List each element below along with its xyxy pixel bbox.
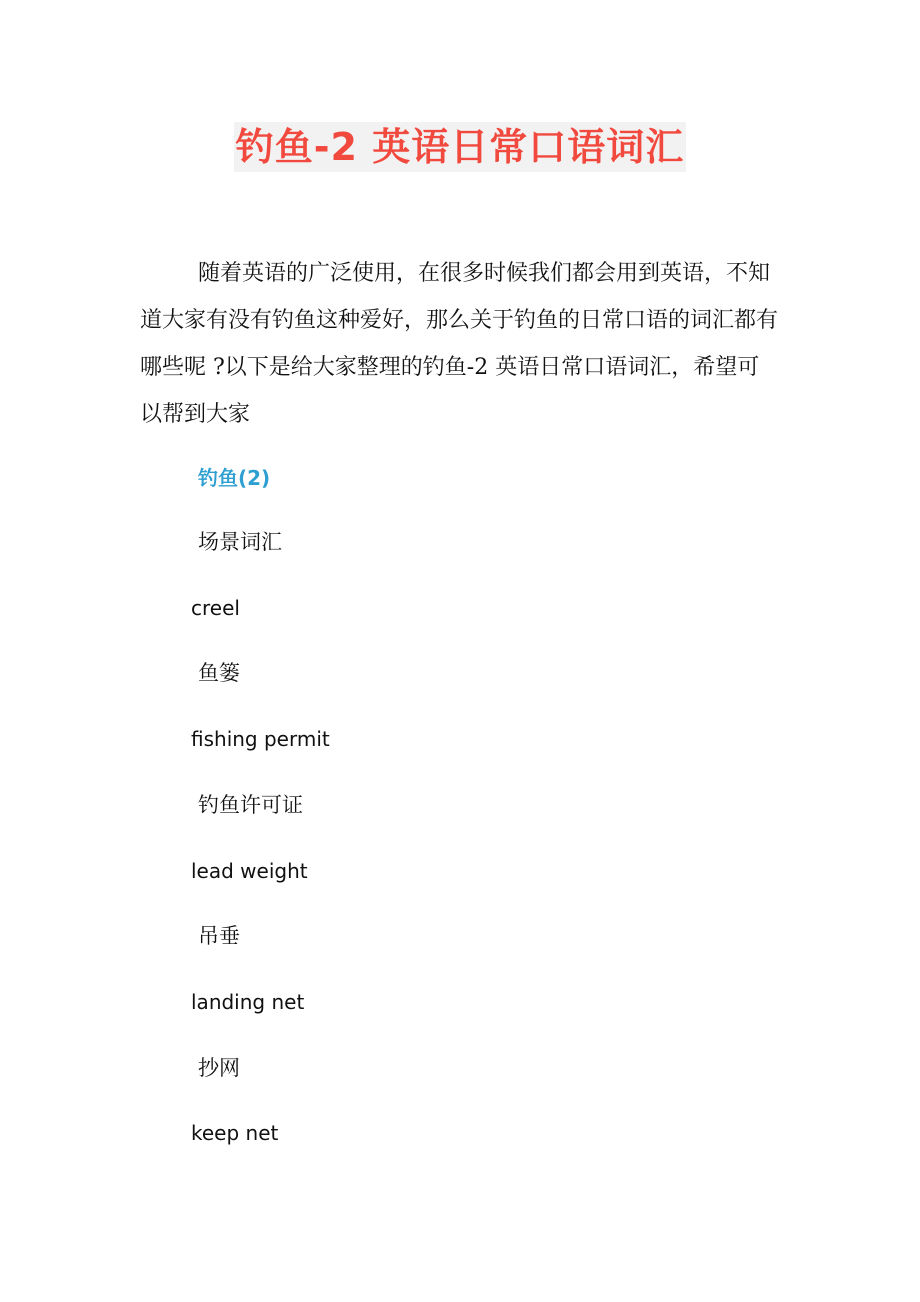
list-item-term-chinese: 鱼篓 [198,661,240,685]
list-item-term-chinese: 吊垂 [198,924,240,948]
document-title: 钓鱼-2 英语日常口语词汇 [234,122,686,172]
list-item-term-english: lead weight [191,859,308,883]
list-item-term-chinese: 抄网 [198,1056,240,1080]
list-item-term-english: creel [191,596,240,620]
section-heading: 钓鱼(2) [198,466,271,490]
list-item-scene-vocabulary: 场景词汇 [198,530,282,554]
list-item-term-chinese: 钓鱼许可证 [198,793,303,817]
list-item-term-english: fishing permit [191,727,330,751]
list-item-term-english: landing net [191,990,305,1014]
intro-paragraph: 随着英语的广泛使用，在很多时候我们都会用到英语，不知道大家有没有钓鱼这种爱好，那么关于钓鱼的日常口语的词汇都有哪些呢 ?以下是给大家整理的钓鱼-2 英语日常口语词汇，希望可以帮到大家 [140,261,779,427]
title-container [0,122,920,172]
list-item-term-english: keep net [191,1121,279,1145]
